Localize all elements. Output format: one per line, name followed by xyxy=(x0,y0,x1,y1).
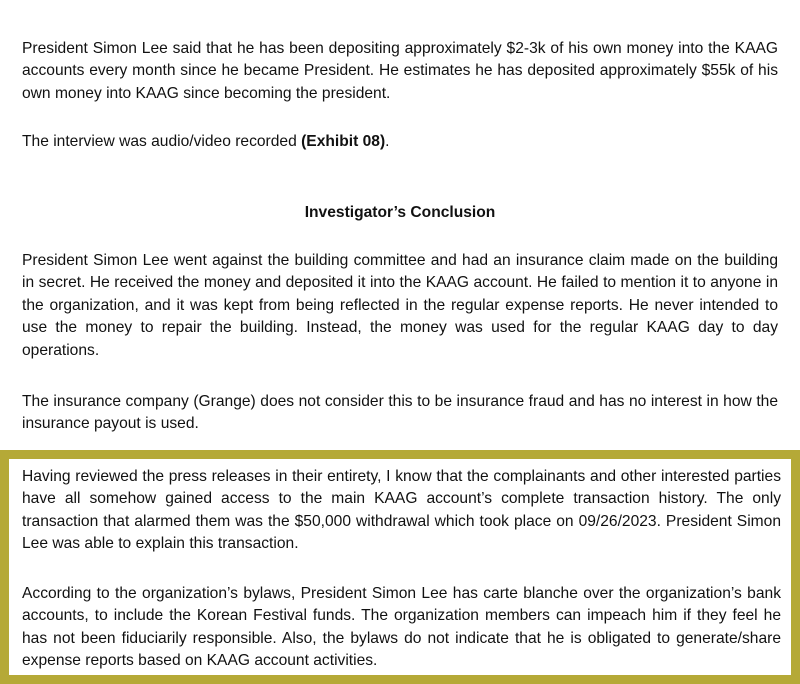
deposit-statement-paragraph: President Simon Lee said that he has been depositing approximately $2-3k of his own money into the KAAG accounts every month since he became President. He estimates he has deposited approximately $55k of his own money into KAAG since becoming the president. xyxy=(22,40,778,102)
press-release-paragraph: Having reviewed the press releases in their entirety, I know that the complainants and other interested parties have all somehow gained access to the main KAAG account’s complete transaction history. The only transaction that alarmed them was the $50,000 withdrawal which took place on 09/26/2023. President Simon Lee was able to explain this transaction. xyxy=(22,468,781,553)
highlighted-section xyxy=(0,450,800,684)
conclusion-heading: Investigator’s Conclusion xyxy=(304,204,496,221)
bylaws-paragraph: According to the organization’s bylaws, President Simon Lee has carte blanche over the organization’s bank accounts, to include the Korean Festival funds. The organization members can impeach him if they feel he has not been fiduciarily responsible. Also, the bylaws do not indicate that he is obligated to generate/share expense reports based on KAAG account activities. xyxy=(22,585,781,670)
interview-recorded-paragraph xyxy=(22,131,778,153)
interview-recorded-text: The interview was audio/video recorded xyxy=(22,133,302,150)
exhibit-reference: (Exhibit 08) xyxy=(301,133,386,150)
conclusion-paragraph: President Simon Lee went against the building committee and had an insurance claim made on the building in secret. He received the money and deposited it into the KAAG account. He failed to mention it to anyone in the organization, and it was kept from being reflected in the regular expense reports. He never intended to use the money to repair the building. Instead, the money was used for the regular KAAG day to day operations. xyxy=(22,252,778,359)
interview-recorded-period: . xyxy=(385,133,390,150)
insurance-paragraph: The insurance company (Grange) does not consider this to be insurance fraud and has no interest in how the insurance payout is used. xyxy=(22,393,778,433)
